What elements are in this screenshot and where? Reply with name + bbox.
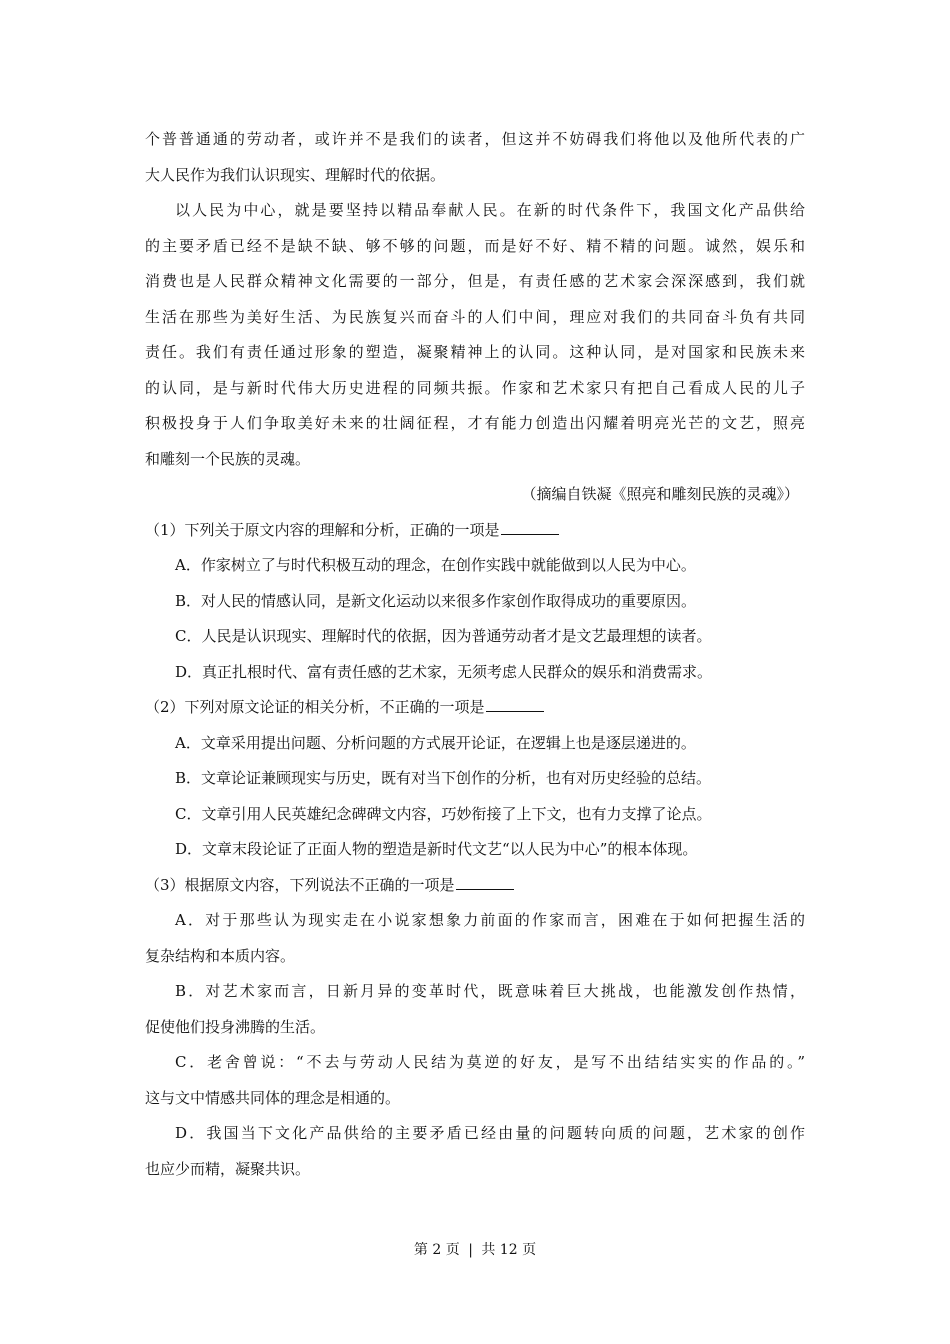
paragraph-line: 的主要矛盾已经不是缺不缺、够不够的问题，而是好不好、精不精的问题。诚然，娱乐和 (145, 236, 805, 255)
paragraph-line: 和雕刻一个民族的灵魂。 (145, 449, 311, 468)
page-total: 共 12 页 (481, 1242, 537, 1258)
question-1-text: （1）下列关于原文内容的理解和分析，正确的一项是 (145, 520, 500, 539)
question-1-option-c: C．人民是认识现实、理解时代的依据，因为普通劳动者才是文艺最理想的读者。 (175, 627, 712, 645)
answer-blank (456, 873, 514, 890)
question-2-option-d: D．文章末段论证了正面人物的塑造是新时代文艺“以人民为中心”的根本体现。 (175, 840, 698, 858)
question-3-option-b: B．对艺术家而言，日新月异的变革时代，既意味着巨大挑战，也能激发创作热情， (175, 982, 805, 1000)
question-1-stem (145, 513, 805, 549)
question-1-option-d: D．真正扎根时代、富有责任感的艺术家，无须考虑人民群众的娱乐和消费需求。 (175, 662, 713, 681)
document-body (145, 122, 805, 1187)
question-2-text: （2）下列对原文论证的相关分析，不正确的一项是 (145, 698, 485, 716)
question-2-stem (145, 690, 805, 726)
question-3-option-b-cont: 促使他们投身沸腾的生活。 (145, 1017, 326, 1036)
answer-blank (501, 518, 559, 535)
page-footer (0, 1240, 950, 1260)
paragraph-line: 消费也是人民群众精神文化需要的一部分，但是，有责任感的艺术家会深深感到，我们就 (145, 272, 805, 290)
paragraph-line: 大人民作为我们认识现实、理解时代的依据。 (145, 165, 446, 184)
question-3-option-d-cont: 也应少而精，凝聚共识。 (145, 1159, 311, 1178)
question-3-option-c: C．老舍曾说：“不去与劳动人民结为莫逆的好友，是写不出结结实实的作品的。” (175, 1053, 805, 1071)
question-3-option-a: A．对于那些认为现实走在小说家想象力前面的作家而言，困难在于如何把握生活的 (175, 911, 805, 929)
question-2-option-a: A．文章采用提出问题、分析问题的方式展开论证，在逻辑上也是逐层递进的。 (175, 733, 696, 752)
question-2-option-c: C．文章引用人民英雄纪念碑碑文内容，巧妙衔接了上下文，也有力支撑了论点。 (175, 804, 712, 823)
question-1-option-b: B．对人民的情感认同，是新文化运动以来很多作家创作取得成功的重要原因。 (175, 591, 697, 610)
question-3-option-d: D．我国当下文化产品供给的主要矛盾已经由量的问题转向质的问题，艺术家的创作 (175, 1124, 805, 1142)
question-2-option-b: B．文章论证兼顾现实与历史，既有对当下创作的分析，也有对历史经验的总结。 (175, 769, 712, 787)
answer-blank (486, 695, 544, 712)
paragraph-line: 个普普通通的劳动者，或许并不是我们的读者，但这并不妨碍我们将他以及他所代表的广 (145, 130, 805, 148)
question-3-stem (145, 868, 805, 904)
question-3-text: （3）根据原文内容，下列说法不正确的一项是 (145, 875, 455, 894)
source-citation: （摘编自铁凝《照亮和雕刻民族的灵魂》） (521, 485, 799, 503)
question-3-option-c-cont: 这与文中情感共同体的理念是相通的。 (145, 1088, 401, 1107)
question-1-option-a: A．作家树立了与时代积极互动的理念，在创作实践中就能做到以人民为中心。 (175, 556, 696, 574)
paragraph-line: 积极投身于人们争取美好未来的壮阔征程，才有能力创造出闪耀着明亮光芒的文艺，照亮 (145, 414, 805, 432)
footer-separator: | (468, 1242, 473, 1258)
paragraph-line: 责任。我们有责任通过形象的塑造，凝聚精神上的认同。这种认同，是对国家和民族未来 (145, 343, 805, 361)
paragraph-line: 以人民为中心，就是要坚持以精品奉献人民。在新的时代条件下，我国文化产品供给 (175, 201, 805, 219)
paragraph-line: 的认同，是与新时代伟大历史进程的同频共振。作家和艺术家只有把自己看成人民的儿子 (145, 378, 805, 397)
paragraph-line: 生活在那些为美好生活、为民族复兴而奋斗的人们中间，理应对我们的共同奋斗负有共同 (145, 307, 805, 326)
page-number: 第 2 页 (413, 1242, 460, 1258)
question-3-option-a-cont: 复杂结构和本质内容。 (145, 946, 296, 965)
